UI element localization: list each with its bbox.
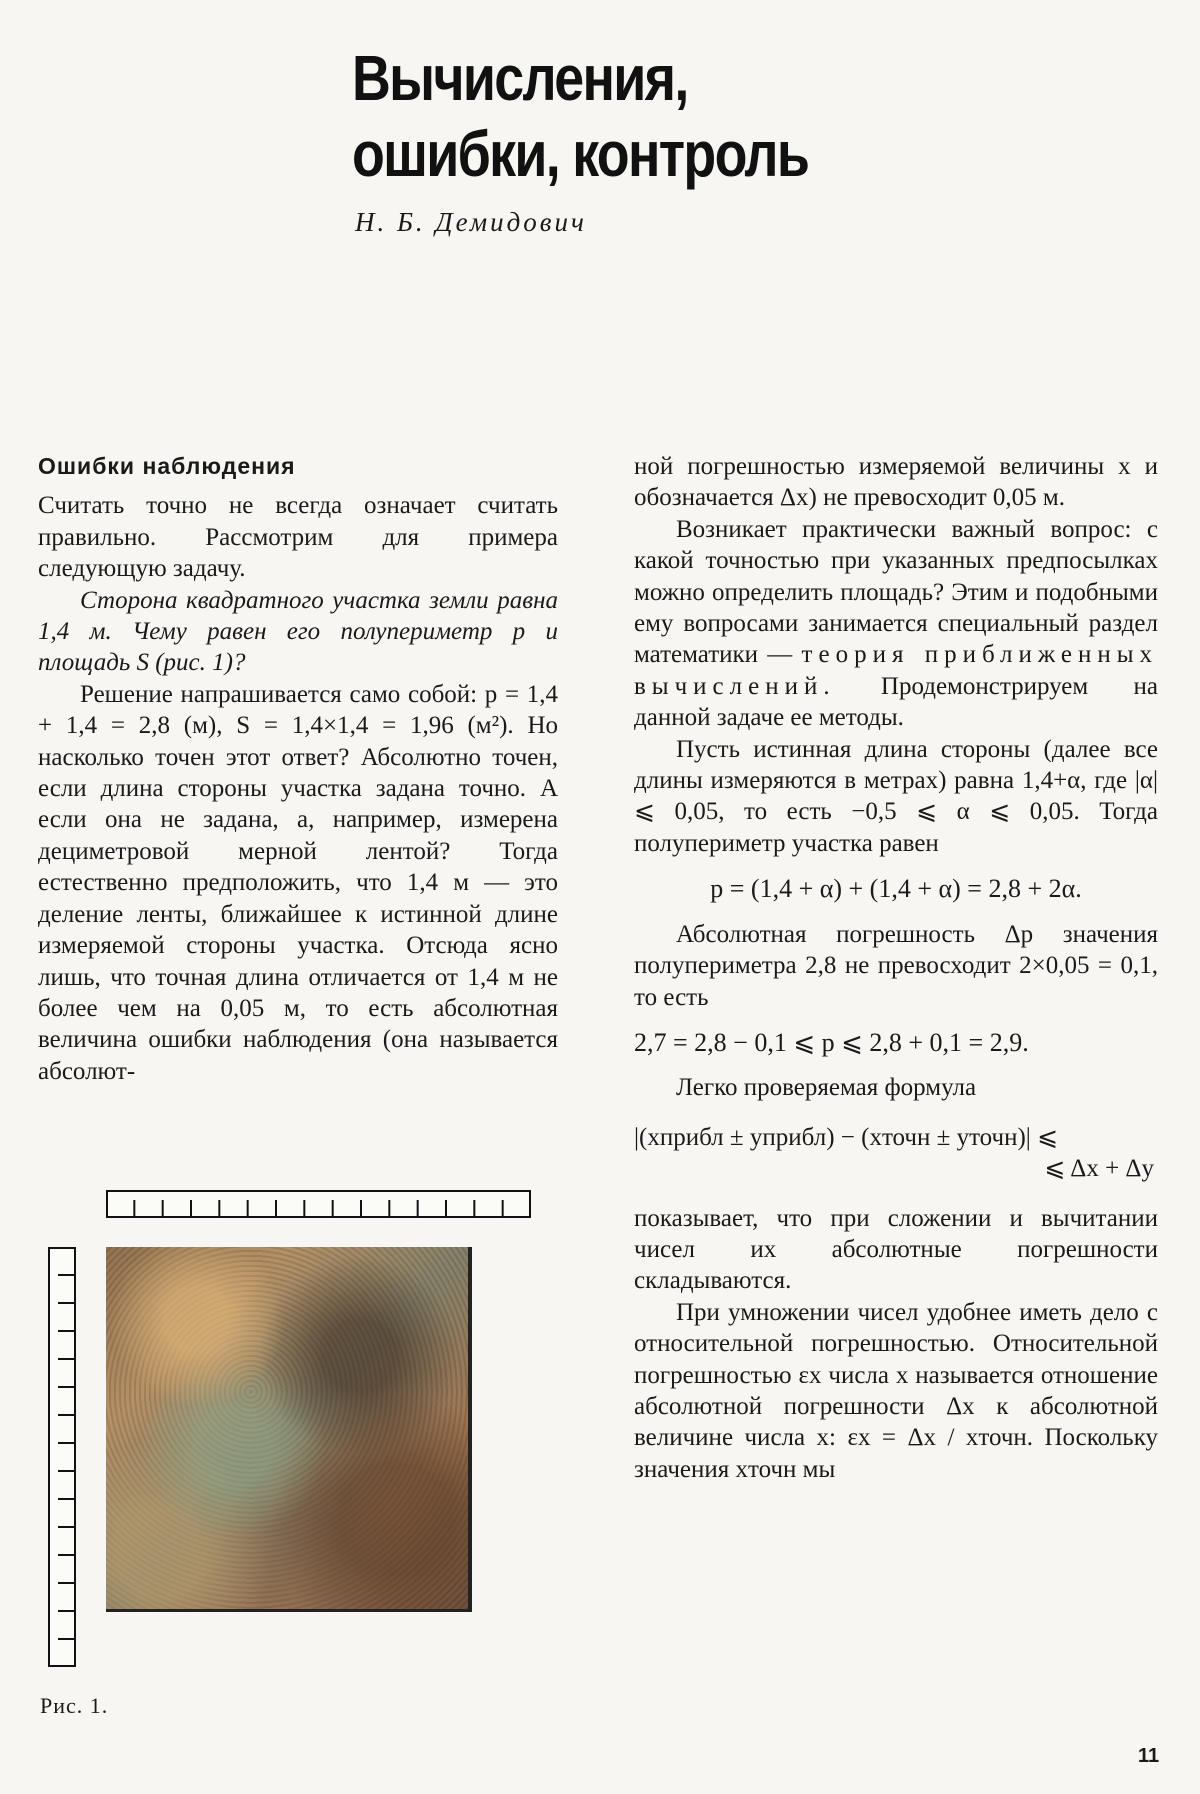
paragraph-solution: Решение напрашивается само собой: p = 1,4 + 1,4 = 2,8 (м), S = 1,4×1,4 = 1,96 (м²). Но насколько точен этот ответ? Абсолютно точен, если длина стороны участка задана точно. А если она не задана, а, например, измерена дециметровой мерной лентой? Тогда естественно предположить, что 1,4 м — это деление ленты, ближайшее к истинной длине измеряемой стороны участка. Отсюда ясно лишь, что точная длина отличается от 1,4 м не более чем на 0,05 м, то есть абсолютная величина ошибки наблюдения (она называется абсолют- (38, 680, 558, 1085)
page-number: 11 (1138, 1745, 1160, 1767)
paragraph-formula-intro: Легко проверяемая формула (676, 1074, 977, 1102)
problem-text: Сторона квадратного участка земли равна 1,4 м. Чему равен его полупериметр p и площадь S (рис. 1)? (38, 586, 558, 677)
paragraph-assume: Пусть истинная длина стороны (далее все длины измеряются в метрах) равна 1,4+α, где |α| ⩽ 0,05, то есть −0,5 ⩽ α ⩽ 0,05. Тогда полупериметр участка равен (634, 735, 1158, 857)
paragraph-abs-error: Абсолютная погрешность Δp значения полупериметра 2,8 не превосходит 2×0,05 = 0,1, то есть (634, 920, 1158, 1011)
section-heading: Ошибки наблюдения (38, 453, 296, 479)
paragraph-problem (38, 585, 558, 679)
theory-term: теория приближенных вычислений. (634, 641, 1158, 700)
formula-sum-line-1: |(xприбл ± yприбл) − (xточн ± yточн)| ⩽ (634, 1123, 1059, 1151)
horizontal-ruler (106, 1190, 531, 1218)
figure-1 (40, 1190, 540, 1750)
title-line-2: ошибки, контроль (352, 118, 809, 190)
paragraph-sum-conclusion: показывает, что при сложении и вычитании чисел их абсолютные погрешности складываются. (634, 1204, 1158, 1295)
formula-semiperimeter: p = (1,4 + α) + (1,4 + α) = 2,8 + 2α. (710, 874, 1082, 904)
title-line-1: Вычисления, (352, 42, 688, 114)
figure-caption: Рис. 1. (40, 1693, 109, 1718)
paragraph-relative-error: При умножении чисел удобнее иметь дело с относительной погрешностью. Относительной погрешностью εx числа x называется отношение абсолютной погрешности Δx к абсолютной величине числа x: εx = Δx / xточн. Поскольку значения xточн мы (634, 1298, 1158, 1483)
left-column (38, 451, 558, 1087)
paragraph-intro: Считать точно не всегда означает считать правильно. Рассмотрим для примера следующую задачу. (38, 492, 558, 583)
formula-bounds: 2,7 = 2,8 − 0,1 ⩽ p ⩽ 2,8 + 0,1 = 2,9. (634, 1027, 1029, 1057)
vertical-ruler (48, 1247, 76, 1667)
paragraph-continuation: ной погрешностью измеряемой величины x и обозначается Δx) не превосходит 0,05 м. (634, 453, 1158, 512)
right-column (634, 451, 1158, 1485)
article-author: Н. Б. Демидович (355, 207, 587, 237)
question-text: Возникает практически важный вопрос: с какой точностью при указанных предпосылках можно определить площадь? Этим и подобными ему вопросами занимается специальный раздел математики — (634, 515, 1158, 669)
formula-sum-line-2: ⩽ Δx + Δy (1044, 1155, 1154, 1183)
formula-sum-error (634, 1122, 1158, 1185)
land-plot-image (106, 1247, 472, 1612)
question-end: Продемонстрируем на данной задаче ее методы. (634, 672, 1158, 732)
article-title (352, 40, 808, 192)
paragraph-question (634, 514, 1158, 734)
